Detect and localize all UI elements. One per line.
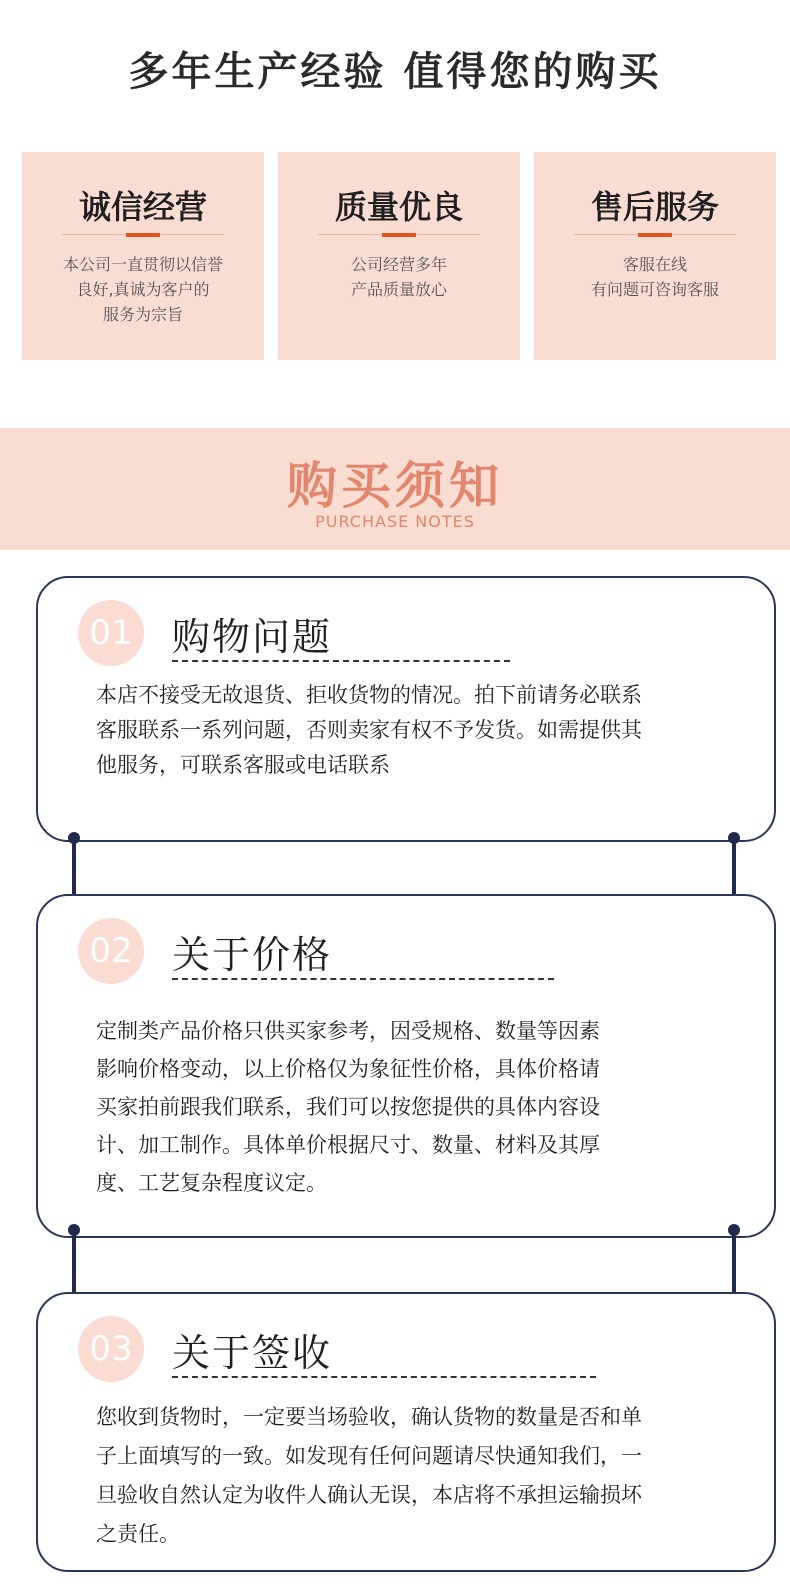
feature-accent-bar: [382, 233, 416, 237]
section-body-line: 客服联系一系列问题，否则卖家有权不予发货。如需提供其: [96, 718, 642, 742]
section-card-receipt: [36, 1292, 776, 1572]
feature-desc-line: 有问题可咨询客服: [590, 280, 719, 299]
headline: 多年生产经验 值得您的购买: [128, 49, 662, 95]
section-card-shopping: [36, 576, 776, 842]
feature-desc-line: 客服在线: [622, 255, 687, 274]
purchase-notes-title: 购买须知: [287, 457, 503, 515]
feature-description: [288, 252, 510, 302]
feature-card-after-sales: [534, 152, 776, 360]
feature-title: 诚信经营: [78, 188, 207, 226]
section-body-line: 本店不接受无故退货、拒收货物的情况。拍下前请务必联系: [96, 683, 642, 707]
section-body: [96, 1012, 726, 1202]
section-body-line: 买家拍前跟我们联系，我们可以按您提供的具体内容设: [96, 1095, 600, 1119]
section-body-line: 他服务，可联系客服或电话联系: [96, 753, 390, 777]
section-number-badge: 03: [78, 1316, 144, 1382]
purchase-notes-subtitle: PURCHASE NOTES: [315, 512, 475, 531]
connector-dot: [68, 832, 80, 844]
section-body: [96, 678, 726, 783]
section-number-badge: 01: [78, 600, 144, 666]
section-body-line: 度、工艺复杂程度议定。: [96, 1171, 327, 1195]
section-title-underline: [172, 660, 510, 662]
feature-card-quality: [278, 152, 520, 360]
feature-accent-bar: [126, 233, 160, 237]
connector-dot: [728, 832, 740, 844]
section-title: 关于价格: [172, 933, 333, 977]
section-body-line: 您收到货物时，一定要当场验收，确认货物的数量是否和单: [96, 1405, 642, 1429]
section-number-badge: 02: [78, 918, 144, 984]
feature-desc-line: 本公司一直贯彻以信誉: [62, 255, 223, 274]
section-title: 关于签收: [172, 1331, 333, 1375]
section-body-line: 子上面填写的一致。如发现有任何问题请尽快通知我们，一: [96, 1444, 642, 1468]
feature-title: 售后服务: [590, 188, 719, 226]
section-body-line: 之责任。: [96, 1522, 180, 1546]
section-body-line: 影响价格变动，以上价格仅为象征性价格，具体价格请: [96, 1057, 600, 1081]
connector-dot: [68, 1224, 80, 1236]
feature-title: 质量优良: [334, 188, 463, 226]
connector-dot: [728, 1224, 740, 1236]
feature-desc-line: 服务为宗旨: [102, 305, 183, 324]
feature-card-integrity: [22, 152, 264, 360]
purchase-notes-banner: [0, 428, 790, 550]
section-title-underline: [172, 1376, 596, 1378]
section-body: [96, 1398, 726, 1554]
section-title: 购物问题: [172, 615, 333, 659]
section-body-line: 定制类产品价格只供买家参考，因受规格、数量等因素: [96, 1019, 600, 1043]
section-body-line: 旦验收自然认定为收件人确认无误，本店将不承担运输损坏: [96, 1483, 642, 1507]
feature-accent-bar: [638, 233, 672, 237]
feature-description: [32, 252, 254, 327]
section-card-price: [36, 894, 776, 1238]
section-body-line: 计、加工制作。具体单价根据尺寸、数量、材料及其厚: [96, 1133, 600, 1157]
section-title-underline: [172, 978, 554, 980]
feature-desc-line: 良好,真诚为客户的: [76, 280, 210, 299]
feature-desc-line: 产品质量放心: [350, 280, 447, 299]
feature-desc-line: 公司经营多年: [350, 255, 447, 274]
feature-description: [544, 252, 766, 302]
